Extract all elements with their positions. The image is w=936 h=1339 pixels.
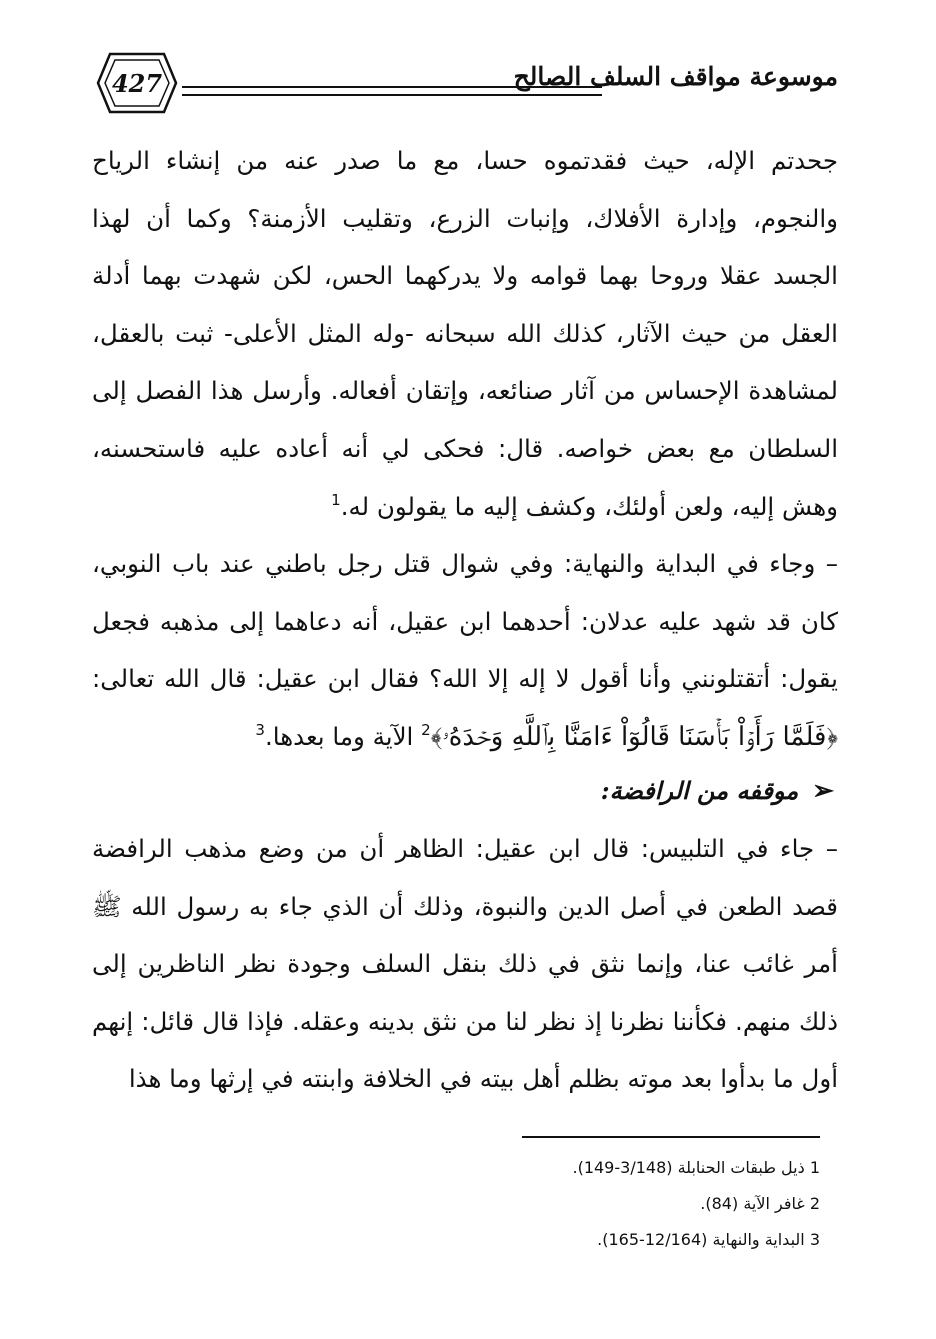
footnote-item: 3 البداية والنهاية (12/164-165). (597, 1230, 820, 1249)
after-verse-text: الآية وما بعدها. (264, 721, 414, 751)
main-text-block-2 (92, 820, 838, 1108)
footnote-mark: 2 (421, 720, 431, 739)
page-number: 427 (111, 68, 163, 98)
section-heading-text: موقفه من الرافضة: (600, 776, 799, 805)
paragraph-text: – وجاء في البداية والنهاية: وفي شوال قتل رجل باطني عند باب النوبي، كان قد شهد عليه عدلان: أحدهما ابن عقيل، أنه دعاهما إلى مذهبه فجعل يقول: أتقتلونني وأنا أقول لا إله إلا الله؟ فقال ابن عقيل: قال الله تعالى: (92, 549, 838, 694)
footnote-mark: 3 (255, 720, 265, 739)
footnote-separator (522, 1136, 820, 1138)
main-text-block-1 (92, 132, 838, 767)
series-title: موسوعة مواقف السلف الصالح (513, 62, 838, 91)
page-header (96, 42, 838, 126)
footnotes (420, 1150, 820, 1258)
footnote-item: 1 ذيل طبقات الحنابلة (3/148-149). (572, 1158, 820, 1177)
paragraph-text: جحدتم الإله، حيث فقدتموه حسا، مع ما صدر عنه من إنشاء الرياح والنجوم، وإدارة الأفلاك، وإنبات الزرع، وتقليب الأزمنة؟ وكما أن لهذا الجسد عقلا وروحا بهما قوامه ولا يدركهما الحس، لكن شهدت بهما أدلة العقل من حيث الآثار، كذلك الله سبحانه -وله المثل الأعلى- ثبت بالعقل، لمشاهدة الإحساس من آثار صنائعه، وإتقان أفعاله. وأرسل هذا الفصل إلى السلطان مع بعض خواصه. قال: فحكى لي أنه أعاده عليه فاستحسنه، وهش إليه، ولعن أولئك، وكشف إليه ما يقولون له. (92, 146, 838, 521)
section-heading (92, 766, 834, 816)
quran-verse: ﴿فَلَمَّا رَأَوۡاْ بَأۡسَنَا قَالُوٓاْ ءَامَنَّا بِٱللَّهِ وَحۡدَهُۥ﴾ (430, 721, 838, 752)
paragraph: – جاء في التلبيس: قال ابن عقيل: الظاهر أن من وضع مذهب الرافضة قصد الطعن في أصل الدين والنبوة، وذلك أن الذي جاء به رسول الله ﷺ أمر غائب عنا، وإنما نثق في ذلك بنقل السلف وجودة نظر الناظرين إلى ذلك منهم. فكأننا نظرنا إذ نظر لنا من نثق بدينه وعقله. فإذا قال قائل: إنهم أول ما بدأوا بعد موته بظلم أهل بيته في الخلافة وابنته في إرثها وما هذا (92, 834, 838, 1094)
page-number-badge (96, 50, 178, 116)
paragraph (92, 132, 838, 535)
paragraph (92, 535, 838, 766)
arrow-bullet-icon: ➢ (812, 776, 834, 806)
footnote-mark: 1 (331, 490, 341, 509)
footnote-item: 2 غافر الآية (84). (700, 1194, 820, 1213)
